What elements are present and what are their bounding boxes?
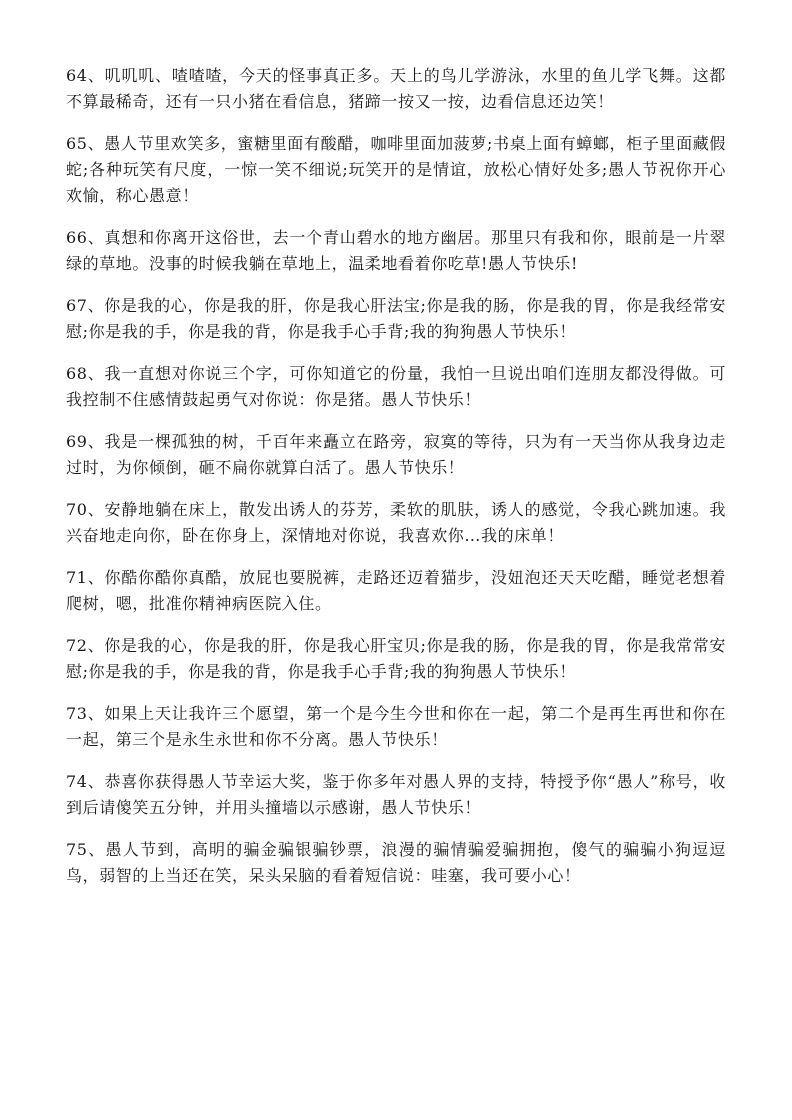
paragraph-74: 74、恭喜你获得愚人节幸运大奖，鉴于你多年对愚人界的支持，特授予你“愚人”称号，收到后请傻笑五分钟，并用头撞墙以示感谢，愚人节快乐！ [66, 772, 726, 817]
paragraph-66: 66、真想和你离开这俗世，去一个青山碧水的地方幽居。那里只有我和你，眼前是一片翠绿的草地。没事的时候我躺在草地上，温柔地看着你吃草!愚人节快乐! [66, 228, 726, 273]
paragraph-64: 64、叽叽叽、喳喳喳，今天的怪事真正多。天上的鸟儿学游泳，水里的鱼儿学飞舞。这都不算最稀奇，还有一只小猪在看信息，猪蹄一按又一按，边看信息还边笑！ [66, 66, 726, 111]
paragraph-75: 75、愚人节到，高明的骗金骗银骗钞票，浪漫的骗情骗爱骗拥抱，傻气的骗骗小狗逗逗鸟，弱智的上当还在笑，呆头呆脑的看着短信说：哇塞，我可要小心！ [66, 840, 726, 885]
paragraph-70: 70、安静地躺在床上，散发出诱人的芬芳，柔软的肌肤，诱人的感觉，令我心跳加速。我兴奋地走向你，卧在你身上，深情地对你说，我喜欢你…我的床单！ [66, 500, 726, 545]
paragraph-72: 72、你是我的心，你是我的肝，你是我心肝宝贝;你是我的肠，你是我的胃，你是我常常安慰;你是我的手，你是我的背，你是我手心手背;我的狗狗愚人节快乐！ [66, 636, 726, 681]
document-body [66, 63, 726, 905]
paragraph-73: 73、如果上天让我许三个愿望，第一个是今生今世和你在一起，第二个是再生再世和你在一起，第三个是永生永世和你不分离。愚人节快乐！ [66, 704, 726, 749]
paragraph-68: 68、我一直想对你说三个字，可你知道它的份量，我怕一旦说出咱们连朋友都没得做。可我控制不住感情鼓起勇气对你说：你是猪。愚人节快乐！ [66, 364, 726, 409]
paragraph-67: 67、你是我的心，你是我的肝，你是我心肝法宝;你是我的肠，你是我的胃，你是我经常安慰;你是我的手，你是我的背，你是我手心手背;我的狗狗愚人节快乐！ [66, 296, 726, 341]
paragraph-69: 69、我是一棵孤独的树，千百年来矗立在路旁，寂寞的等待，只为有一天当你从我身边走过时，为你倾倒，砸不扁你就算白活了。愚人节快乐！ [66, 432, 726, 477]
paragraph-71: 71、你酷你酷你真酷，放屁也要脱裤，走路还迈着猫步，没妞泡还天天吃醋，睡觉老想着爬树，嗯，批准你精神病医院入住。 [66, 568, 726, 613]
paragraph-65: 65、愚人节里欢笑多，蜜糖里面有酸醋，咖啡里面加菠萝;书桌上面有蟑螂，柜子里面藏假蛇;各种玩笑有尺度，一惊一笑不细说;玩笑开的是情谊，放松心情好处多;愚人节祝你开心欢愉，称心愚意！ [66, 134, 726, 205]
